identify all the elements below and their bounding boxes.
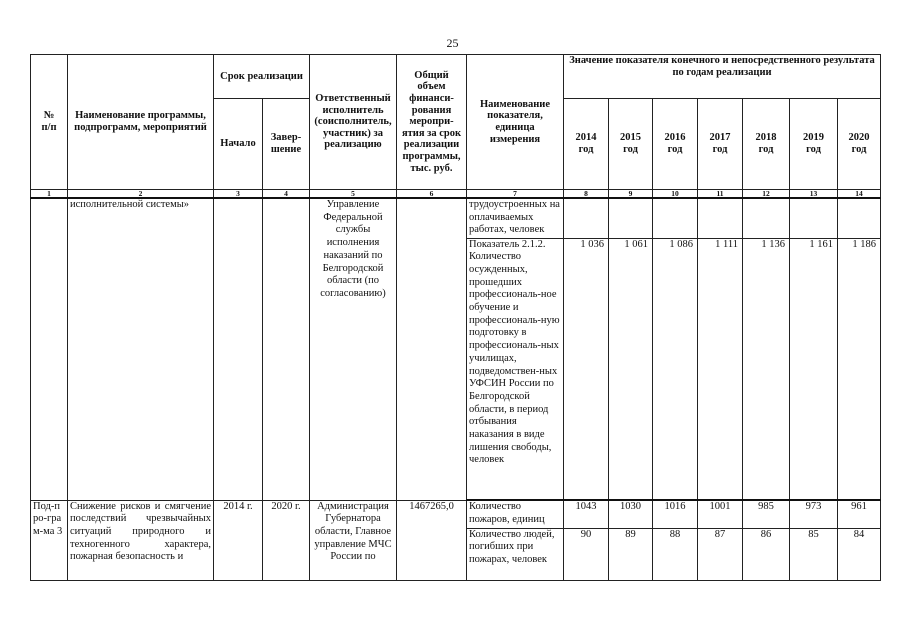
subprogram-number: Под-про-грам-ма 3	[31, 500, 68, 580]
indicator-value: 1 161	[790, 238, 838, 500]
start-year	[214, 198, 263, 500]
indicator-value	[653, 198, 698, 238]
indicator-value	[564, 198, 609, 238]
financing-amount: 1467265,0	[397, 500, 467, 580]
end-year	[263, 198, 310, 500]
column-number: 13	[790, 190, 838, 199]
indicator-value	[790, 198, 838, 238]
indicator-value: 89	[609, 528, 653, 580]
column-number: 11	[698, 190, 743, 199]
indicator-value: 1001	[698, 500, 743, 528]
end-year: 2020 г.	[263, 500, 310, 580]
column-number: 5	[310, 190, 397, 199]
indicator-value	[743, 198, 790, 238]
row-number	[31, 198, 68, 500]
column-number: 4	[263, 190, 310, 199]
indicator-value: 1 186	[838, 238, 881, 500]
column-number: 14	[838, 190, 881, 199]
indicator-value: 85	[790, 528, 838, 580]
header-responsible: Ответственный исполнитель (соисполнитель, участник) за реализацию	[310, 55, 397, 190]
indicator-value: 1043	[564, 500, 609, 528]
indicator-value: 84	[838, 528, 881, 580]
header-year: 2016 год	[653, 99, 698, 190]
page-number: 25	[446, 36, 459, 50]
program-table	[30, 54, 881, 581]
indicator-value: 961	[838, 500, 881, 528]
indicator-name: трудоустроенных на оплачиваемых работах, человек	[467, 198, 564, 238]
indicator-value: 1 136	[743, 238, 790, 500]
indicator-name: Количество людей, погибших при пожарах, человек	[467, 528, 564, 580]
column-number: 8	[564, 190, 609, 199]
indicator-value: 88	[653, 528, 698, 580]
header-year: 2015 год	[609, 99, 653, 190]
column-number: 2	[68, 190, 214, 199]
indicator-value	[838, 198, 881, 238]
indicator-value	[698, 198, 743, 238]
responsible-executor: Администрация Губернатора области, Главное управление МЧС России по	[310, 500, 397, 580]
column-number: 7	[467, 190, 564, 199]
header-values: Значение показателя конечного и непосредственного результата по годам реализации	[564, 55, 881, 99]
header-indicator: Наименование показателя, единица измерения	[467, 55, 564, 190]
header-name: Наименование программы, подпрограмм, мероприятий	[68, 55, 214, 190]
measure-name: исполнительной системы»	[68, 198, 214, 500]
header-end: Завер-шение	[263, 99, 310, 190]
column-number: 6	[397, 190, 467, 199]
column-number: 1	[31, 190, 68, 199]
indicator-name: Количество пожаров, единиц	[467, 500, 564, 528]
indicator-value: 973	[790, 500, 838, 528]
indicator-value	[609, 198, 653, 238]
start-year: 2014 г.	[214, 500, 263, 580]
indicator-value: 985	[743, 500, 790, 528]
indicator-value: 87	[698, 528, 743, 580]
indicator-value: 1030	[609, 500, 653, 528]
financing-amount	[397, 198, 467, 500]
responsible-executor: Управление Федеральной службы исполнения наказаний по Белгородской области (по согласованию)	[310, 198, 397, 500]
indicator-value: 1 086	[653, 238, 698, 500]
column-number: 9	[609, 190, 653, 199]
indicator-value: 1 111	[698, 238, 743, 500]
column-number: 3	[214, 190, 263, 199]
indicator-value: 1 061	[609, 238, 653, 500]
header-period: Срок реализации	[214, 55, 310, 99]
subprogram-name: Снижение рисков и смягчение последствий чрезвычайных ситуаций природного и техногенного характера, пожарная безопасность и	[68, 500, 214, 580]
indicator-name: Показатель 2.1.2. Количество осужденных, прошедших профессиональ-ное обучение и профессиональ-ную подготовку в профессиональ-ных училищах, подведомствен-ных УФСИН России по Белгородской области, в период отбывания наказания в виде лишения свободы, человек	[467, 238, 564, 500]
header-year: 2018 год	[743, 99, 790, 190]
header-financing: Общий объем финанси-рования меропри-ятия за срок реализации программы, тыс. руб.	[397, 55, 467, 190]
column-number: 10	[653, 190, 698, 199]
header-no: № п/п	[31, 55, 68, 190]
column-number: 12	[743, 190, 790, 199]
header-start: Начало	[214, 99, 263, 190]
header-year: 2017 год	[698, 99, 743, 190]
header-year: 2019 год	[790, 99, 838, 190]
header-year: 2014 год	[564, 99, 609, 190]
header-year: 2020 год	[838, 99, 881, 190]
indicator-value: 1 036	[564, 238, 609, 500]
indicator-value: 86	[743, 528, 790, 580]
indicator-value: 1016	[653, 500, 698, 528]
indicator-value: 90	[564, 528, 609, 580]
